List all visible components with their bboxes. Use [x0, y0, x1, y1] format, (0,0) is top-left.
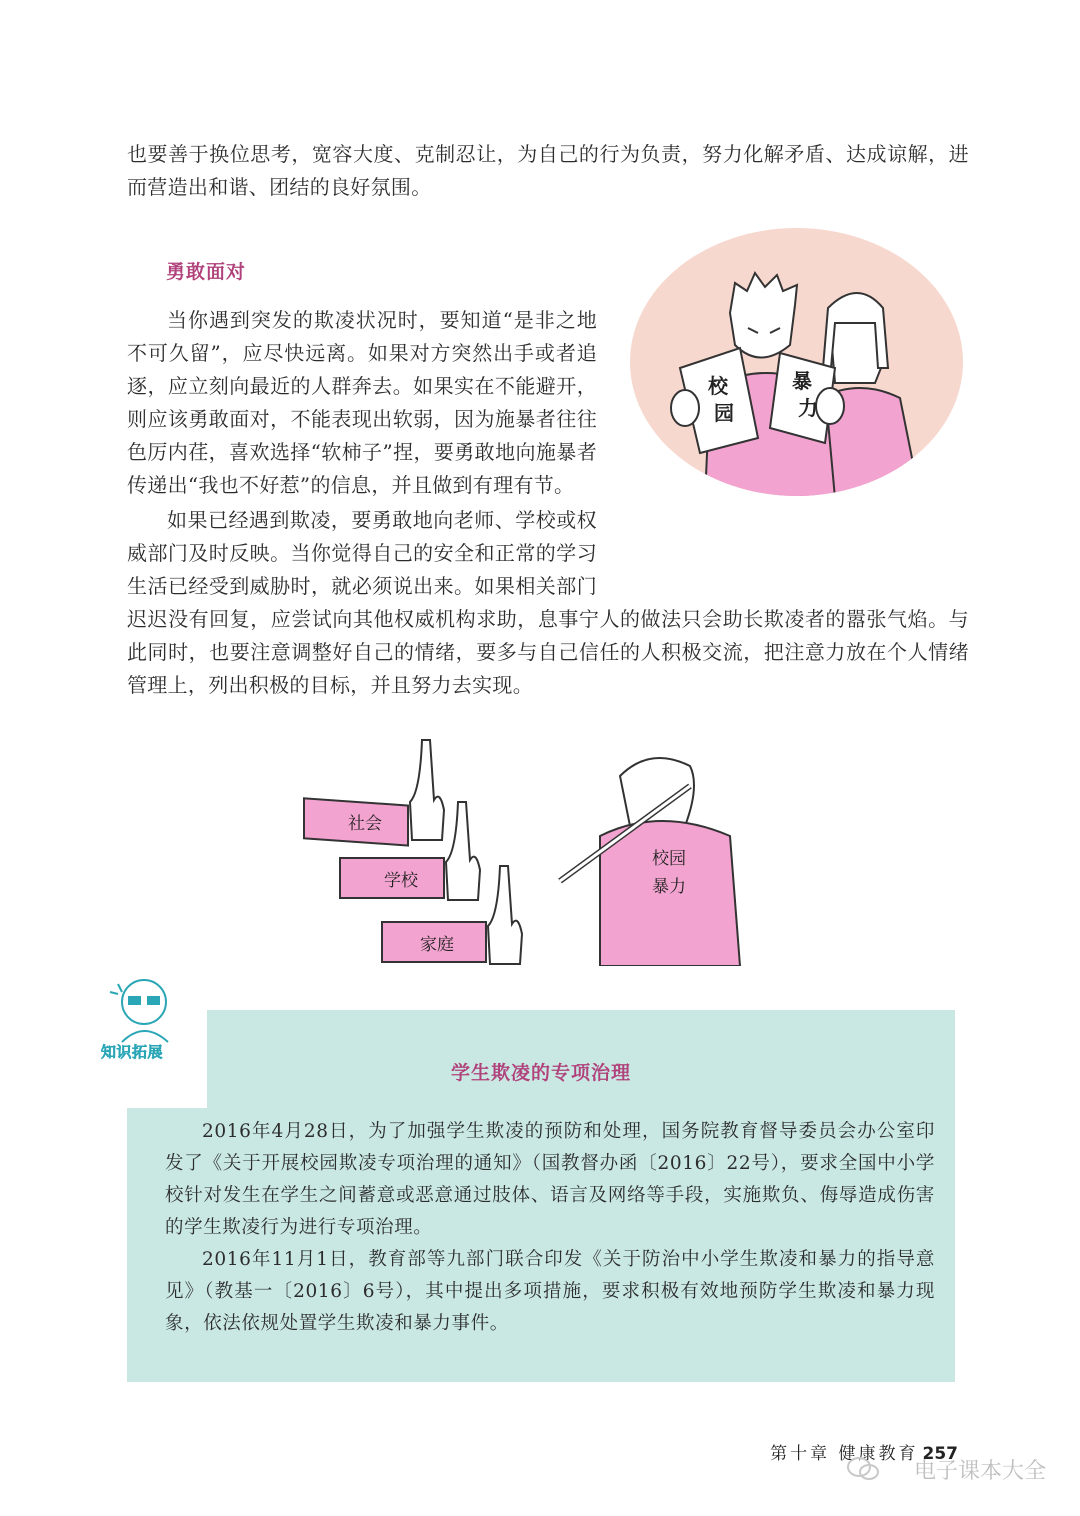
page-number: 257 — [922, 1444, 958, 1464]
section-heading: 勇敢面对 — [166, 261, 247, 283]
paragraph-brave: 当你遇到突发的欺凌状况时，要知道“是非之地不可久留”，应尽快远离。如果对方突然出手或者追逐，应立刻向最近的人群奔去。如果实在不能避开，则应该勇敢面对，不能表现出软弱，因为施暴者往往色厉内荏，喜欢选择“软柿子”捏，要勇敢地向施暴者传递出“我也不好惹”的信息，并且做到有理有节。 — [127, 308, 597, 497]
knowledge-extension-box — [127, 1010, 955, 1382]
paper-left-char-1: 校 — [708, 374, 728, 398]
sleeve-label-society: 社会 — [348, 814, 382, 834]
shirt-label-1: 校园 — [652, 849, 686, 869]
chapter-title: 第十章 健康教育 — [770, 1444, 919, 1464]
sleeve-label-school: 学校 — [384, 871, 418, 891]
watermark-text: 电子课本大全 — [913, 1459, 1046, 1484]
knowledge-label: 知识拓展 — [101, 1043, 164, 1061]
illustration-circle — [630, 228, 963, 496]
knowledge-title: 学生欺凌的专项治理 — [450, 1062, 631, 1084]
wechat-icon — [846, 1456, 880, 1482]
paper-right-char-2: 力 — [798, 396, 818, 420]
wrap-spacer — [597, 504, 969, 596]
intro-paragraph: 也要善于换位思考，宽容大度、克制忍让，为自己的行为负责，努力化解矛盾、达成谅解，进而营造出和谐、团结的良好氛围。 — [127, 142, 969, 199]
shirt-label-2: 暴力 — [652, 877, 686, 897]
students-tearing-paper-illustration — [630, 228, 963, 496]
stop-violence-illustration — [300, 736, 800, 966]
paper-left-char-2: 园 — [714, 401, 734, 425]
knowledge-paragraph-1: 2016年4月28日，为了加强学生欺凌的预防和处理，国务院教育督导委员会办公室印发了《关于开展校园欺凌专项治理的通知》（国教督办函〔2016〕22号），要求全国中小学校针对发生在学生之间蓄意或恶意通过肢体、语言及网络等手段，实施欺负、侮辱造成伤害的学生欺凌行为进行专项治理。 — [165, 1121, 935, 1238]
sleeve-label-family: 家庭 — [420, 935, 454, 955]
knowledge-paragraph-2: 2016年11月1日，教育部等九部门联合印发《关于防治中小学生欺凌和暴力的指导意见》（教基一〔2016〕6号），其中提出多项措施，要求积极有效地预防学生欺凌和暴力现象，依法依规处置学生欺凌和暴力事件。 — [165, 1249, 935, 1334]
bully-figure — [560, 758, 740, 966]
paragraph-report: 如果已经遇到欺凌，要勇敢地向老师、学校或权威部门及时反映。当你觉得自己的安全和正常的学习生活已经受到威胁时，就必须说出来。如果相关部门迟迟没有回复，应尝试向其他权威机构求助，息事宁人的做法只会助长欺凌者的嚣张气焰。与此同时，也要注意调整好自己的情绪，要多与自己信任的人积极交流，把注意力放在个人情绪管理上，列出积极的目标，并且努力去实现。 — [127, 504, 969, 702]
paper-right-char-1: 暴 — [792, 369, 812, 393]
sleeve-society — [304, 740, 444, 846]
